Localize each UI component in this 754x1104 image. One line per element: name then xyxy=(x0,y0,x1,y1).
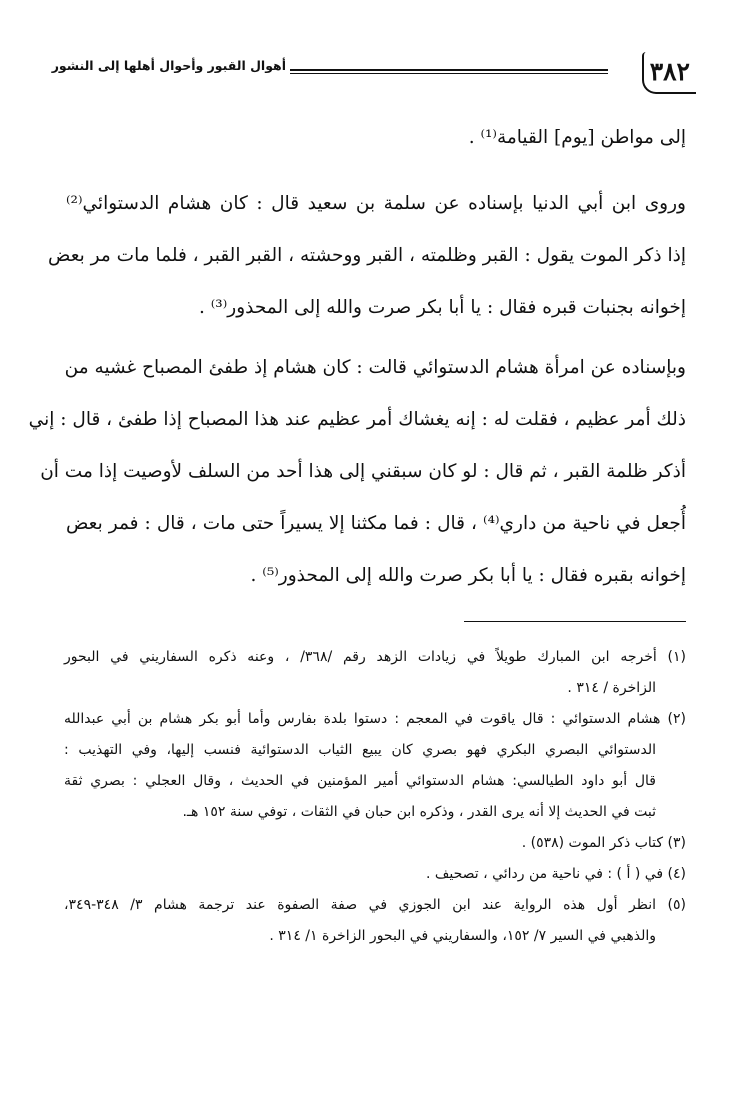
text-line: وروى ابن أبي الدنيا بإسناده عن سلمة بن سعيد قال : كان هشام الدستوائي⁽²⁾ xyxy=(66,193,686,214)
footnote-5 xyxy=(64,890,686,952)
text-line: ذلك أمر عظيم ، فقلت له : إنه يغشاك أمر عظيم عند هذا المصباح إذا طفئ ، قال : إني xyxy=(28,409,686,430)
text-line: أُجعل في ناحية من داري⁽⁴⁾ ، قال : فما مكثنا إلا يسيراً حتى مات ، قال : فمر بعض xyxy=(66,513,686,534)
header-rule xyxy=(290,69,608,71)
text-line: إذا ذكر الموت يقول : القبر وظلمته ، القبر ووحشته ، القبر القبر ، فلما مات مر بعض xyxy=(48,245,686,266)
footnote-line: (٤) في ( أ ) : في ناحية من ردائي ، تصحيف . xyxy=(425,866,686,882)
page-number: ٣٨٢ xyxy=(642,52,696,94)
running-title: أهوال القبور وأحوال أهلها إلى النشور xyxy=(51,58,286,73)
footnote-1 xyxy=(64,642,686,704)
paragraph-1 xyxy=(66,112,686,164)
page-header xyxy=(51,52,696,94)
footnote-line: (٣) كتاب ذكر الموت (٥٣٨) . xyxy=(521,835,686,851)
footnote-line: الزاخرة / ٣١٤ . xyxy=(567,680,656,696)
footnotes xyxy=(64,642,686,952)
footnote-line: ثبت في الحديث إلا أنه يرى القدر ، وذكره ابن حبان في الثقات ، توفي سنة ١٥٢ هـ. xyxy=(182,804,656,820)
footnote-line: (٥) انظر أول هذه الرواية عند ابن الجوزي في صفة الصفوة عند ترجمة هشام ٣/ ٣٤٨-٣٤٩، xyxy=(64,897,687,913)
footnote-line: (١) أخرجه ابن المبارك طويلاً في زيادات الزهد رقم /٣٦٨/ ، وعنه ذكره السفاريني في البحور xyxy=(64,649,686,665)
footnote-3 xyxy=(64,828,686,859)
text-line: أذكر ظلمة القبر ، ثم قال : لو كان سبقني إلى هذا أحد من السلف لأوصيت إذا مت أن xyxy=(40,461,686,482)
text-line: وبإسناده عن امرأة هشام الدستوائي قالت : كان هشام إذ طفئ المصباح غشيه من xyxy=(64,357,686,378)
footnote-line: (٢) هشام الدستوائي : قال ياقوت في المعجم : دستوا بلدة بفارس وأما أبو بكر هشام بن أبي عبدالله xyxy=(64,711,686,727)
paragraph-3 xyxy=(28,342,686,602)
text-line: إخوانه بقبره فقال : يا أبا بكر صرت والله إلى المحذور⁽⁵⁾ . xyxy=(250,565,686,586)
footnote-line: قال أبو داود الطيالسي: هشام الدستوائي أمير المؤمنين في الحديث ، وقال العجلي : بصري ثقة xyxy=(64,773,656,789)
header-rule-thin xyxy=(290,73,608,74)
footnote-2 xyxy=(64,704,686,828)
paragraph-2 xyxy=(48,178,686,334)
footnote-line: الدستوائي البصري البكري فهو بصري كان يبيع الثياب الدستوائية فنسب إليها، وفي التهذيب : xyxy=(64,742,656,758)
text-line: إخوانه بجنبات قبره فقال : يا أبا بكر صرت والله إلى المحذور⁽³⁾ . xyxy=(198,297,686,318)
text-line: إلى مواطن [يوم] القيامة⁽¹⁾ . xyxy=(468,127,686,148)
footnote-separator xyxy=(464,621,686,622)
footnote-line: والذهبي في السير ٧/ ١٥٢، والسفاريني في البحور الزاخرة ١/ ٣١٤ . xyxy=(269,928,656,944)
footnote-4 xyxy=(64,859,686,890)
